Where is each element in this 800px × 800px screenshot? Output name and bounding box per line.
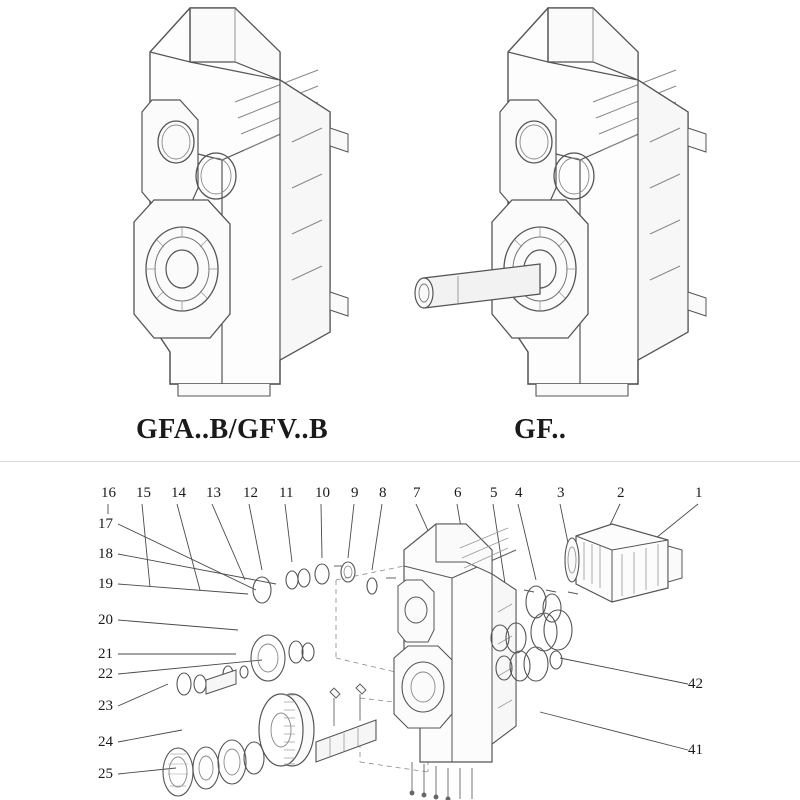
- label-5: 5: [490, 485, 498, 501]
- label-20: 20: [98, 612, 113, 628]
- gearbox-right-drawing: [415, 8, 706, 396]
- label-2: 2: [617, 485, 625, 501]
- label-9: 9: [351, 485, 359, 501]
- label-8: 8: [379, 485, 387, 501]
- caption-gf: GF..: [514, 414, 567, 445]
- label-16: 16: [101, 485, 116, 501]
- label-1: 1: [695, 485, 703, 501]
- housing-drawing: [394, 524, 516, 762]
- label-23: 23: [98, 698, 113, 714]
- label-13: 13: [206, 485, 221, 501]
- label-22: 22: [98, 666, 113, 682]
- label-7: 7: [413, 485, 421, 501]
- label-12: 12: [243, 485, 258, 501]
- label-15: 15: [136, 485, 151, 501]
- label-17: 17: [98, 516, 113, 532]
- gearbox-left-drawing: [134, 8, 348, 396]
- exploded-view-area: [0, 462, 800, 800]
- label-42: 42: [688, 676, 703, 692]
- label-3: 3: [557, 485, 565, 501]
- label-6: 6: [454, 485, 462, 501]
- label-4: 4: [515, 485, 523, 501]
- caption-gfab-gfvb: GFA..B/GFV..B: [136, 414, 329, 445]
- label-21: 21: [98, 646, 113, 662]
- label-25: 25: [98, 766, 113, 782]
- label-41: 41: [688, 742, 703, 758]
- gear-wheel-drawing: [259, 694, 314, 766]
- label-18: 18: [98, 546, 113, 562]
- label-24: 24: [98, 734, 113, 750]
- label-11: 11: [279, 485, 294, 501]
- label-10: 10: [315, 485, 330, 501]
- motor-drawing: [565, 524, 682, 602]
- label-14: 14: [171, 485, 186, 501]
- exploded-parts-svg: [0, 462, 800, 800]
- label-19: 19: [98, 576, 113, 592]
